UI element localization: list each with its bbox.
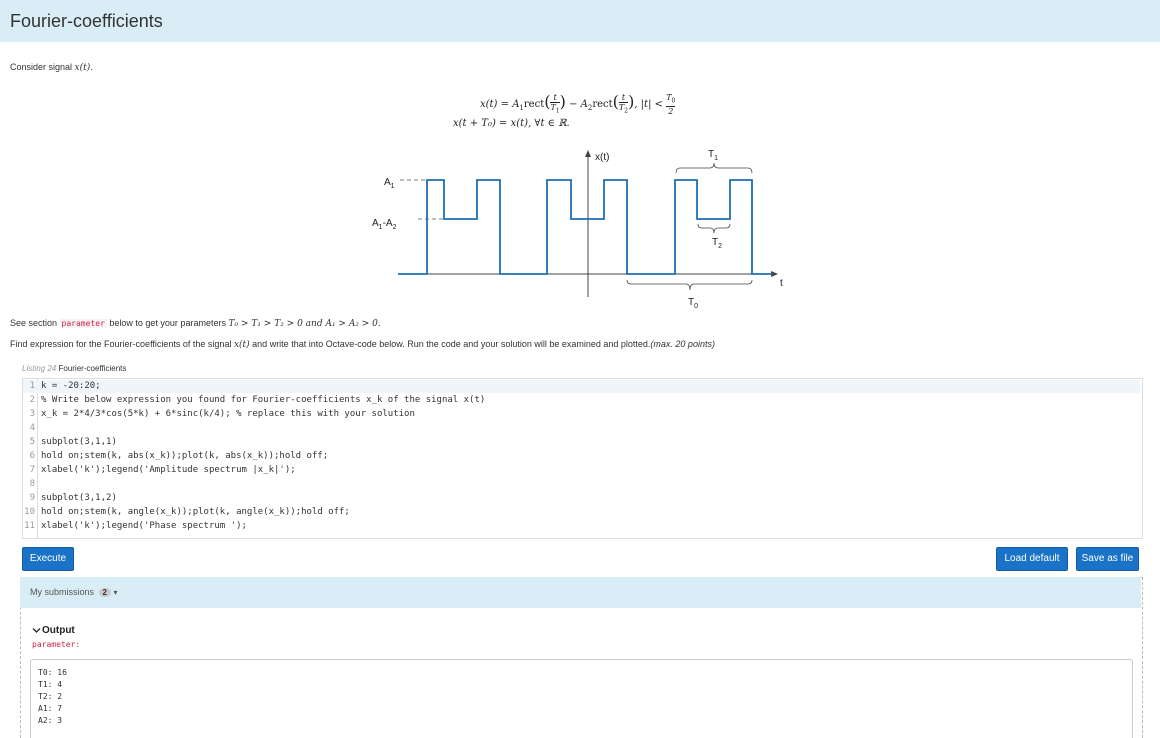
- eq1-lhs: x(t) = A: [480, 99, 520, 110]
- output-parameter-label: parameter:: [32, 640, 81, 649]
- intro-signal: x(t): [74, 63, 91, 73]
- output-title: Output: [42, 625, 75, 636]
- page-header: [0, 0, 1160, 42]
- code-editor[interactable]: [22, 378, 1143, 539]
- code-line[interactable]: 11 xlabel('k');legend('Phase spectrum ');: [24, 521, 247, 531]
- code-line[interactable]: 1 k = -20:20;: [23, 380, 1140, 393]
- submissions-toggle[interactable]: [30, 587, 118, 597]
- chevron-down-icon: [32, 627, 41, 634]
- code-line[interactable]: 5 subplot(3,1,1): [29, 437, 117, 447]
- output-toggle[interactable]: [32, 625, 75, 636]
- code-line[interactable]: 7 xlabel('k');legend('Amplitude spectrum |x_k|');: [29, 465, 296, 475]
- eq1-cond: , |t| <: [634, 99, 663, 110]
- level-a1a2-label: $A_1-A_2$: [372, 218, 397, 231]
- eq1-frac3-num: T: [666, 93, 672, 103]
- y-axis-label: x(t): [595, 152, 610, 163]
- t2-label: $T_2$: [712, 237, 723, 250]
- listing-title: Fourier-coefficients: [58, 364, 127, 373]
- code-line[interactable]: 6 hold on;stem(k, abs(x_k));plot(k, abs(x_k));hold off;: [29, 451, 329, 461]
- eq1-frac1-den: T: [550, 103, 556, 113]
- eq1-frac3-den: 2: [668, 106, 674, 116]
- see-suffix: below to get your parameters: [106, 318, 229, 328]
- eq1-minus: − A: [565, 99, 588, 110]
- find-signal: x(t): [233, 340, 250, 350]
- parameter-code: parameter: [61, 319, 105, 328]
- code-line[interactable]: 9 subplot(3,1,2): [29, 493, 117, 503]
- output-line: T0: 16: [38, 668, 67, 677]
- eq1-rect2: rect: [592, 99, 613, 110]
- eq1-frac2-den: T: [618, 103, 625, 113]
- submissions-count-badge: 2: [99, 588, 111, 597]
- t1-brace: [676, 163, 752, 173]
- output-line: A1: 7: [38, 704, 63, 713]
- output-box: [30, 659, 1133, 738]
- code-line[interactable]: 4: [29, 423, 35, 433]
- x-axis-arrow: [771, 271, 778, 277]
- listing-number: Listing 24: [22, 364, 57, 373]
- save-as-file-button[interactable]: Save as file: [1076, 547, 1139, 571]
- eq1-frac1-num: t: [550, 93, 559, 103]
- see-section-text: [10, 318, 381, 329]
- listing-caption: [22, 364, 126, 373]
- eq1-frac2-num: t: [619, 93, 628, 103]
- equation-2: x(t + T₀) = x(t), ∀t ∈ ℝ.: [453, 118, 570, 129]
- output-line: A2: 3: [38, 716, 63, 725]
- output-line: T2: 2: [38, 692, 63, 701]
- level-a1-label: $A_1$: [384, 177, 395, 190]
- find-expression-text: [10, 339, 715, 350]
- t0-brace: [627, 280, 752, 290]
- page-title: Fourier-coefficients: [10, 11, 163, 31]
- code-line[interactable]: 3 x_k = 2*4/3*cos(5*k) + 6*sinc(k/4); % replace this with your solution: [29, 409, 415, 419]
- submissions-label: My submissions: [30, 587, 95, 597]
- signal-figure: [360, 140, 800, 315]
- submissions-header[interactable]: [20, 577, 1141, 608]
- output-line: T1: 4: [38, 680, 63, 689]
- load-default-button[interactable]: Load default: [996, 547, 1068, 571]
- intro-prefix: Consider signal: [10, 62, 75, 72]
- code-line[interactable]: 2 % Write below expression you found for Fourier-coefficients x_k of the signal x(t): [29, 395, 486, 405]
- chevron-down-icon: ▾: [113, 588, 118, 597]
- equation-1: $x(t) = A_1rect$( $\frac{t}{T_1}$ ) − $A_2rect$( $\frac{t}{T_2}$ ), |t| < $\frac{T_0}{2}$: [480, 92, 676, 116]
- find-points: (max. 20 points): [650, 339, 715, 349]
- see-prefix: See section: [10, 318, 60, 328]
- see-cond: T₀ > T₁ > T₂ > 0 and A₁ > A₂ > 0.: [228, 319, 381, 329]
- t1-label: $T_1$: [708, 149, 719, 162]
- t0-label: $T_0$: [688, 297, 699, 310]
- code-line[interactable]: 10 hold on;stem(k, angle(x_k));plot(k, angle(x_k));hold off;: [24, 507, 350, 517]
- find-prefix: Find expression for the Fourier-coefficients of the signal: [10, 339, 234, 349]
- eq1-rect1: rect: [523, 99, 545, 110]
- find-suffix: and write that into Octave-code below. Run the code and your solution will be examined and plotted.: [249, 339, 651, 349]
- intro-suffix: .: [90, 62, 93, 72]
- t2-brace: [698, 224, 730, 233]
- code-line[interactable]: 8: [29, 479, 35, 489]
- x-axis-label: t: [780, 278, 783, 289]
- signal-waveform: [398, 180, 772, 274]
- execute-button[interactable]: Execute: [22, 547, 74, 571]
- intro-text: [10, 62, 93, 73]
- y-axis-arrow: [585, 150, 591, 157]
